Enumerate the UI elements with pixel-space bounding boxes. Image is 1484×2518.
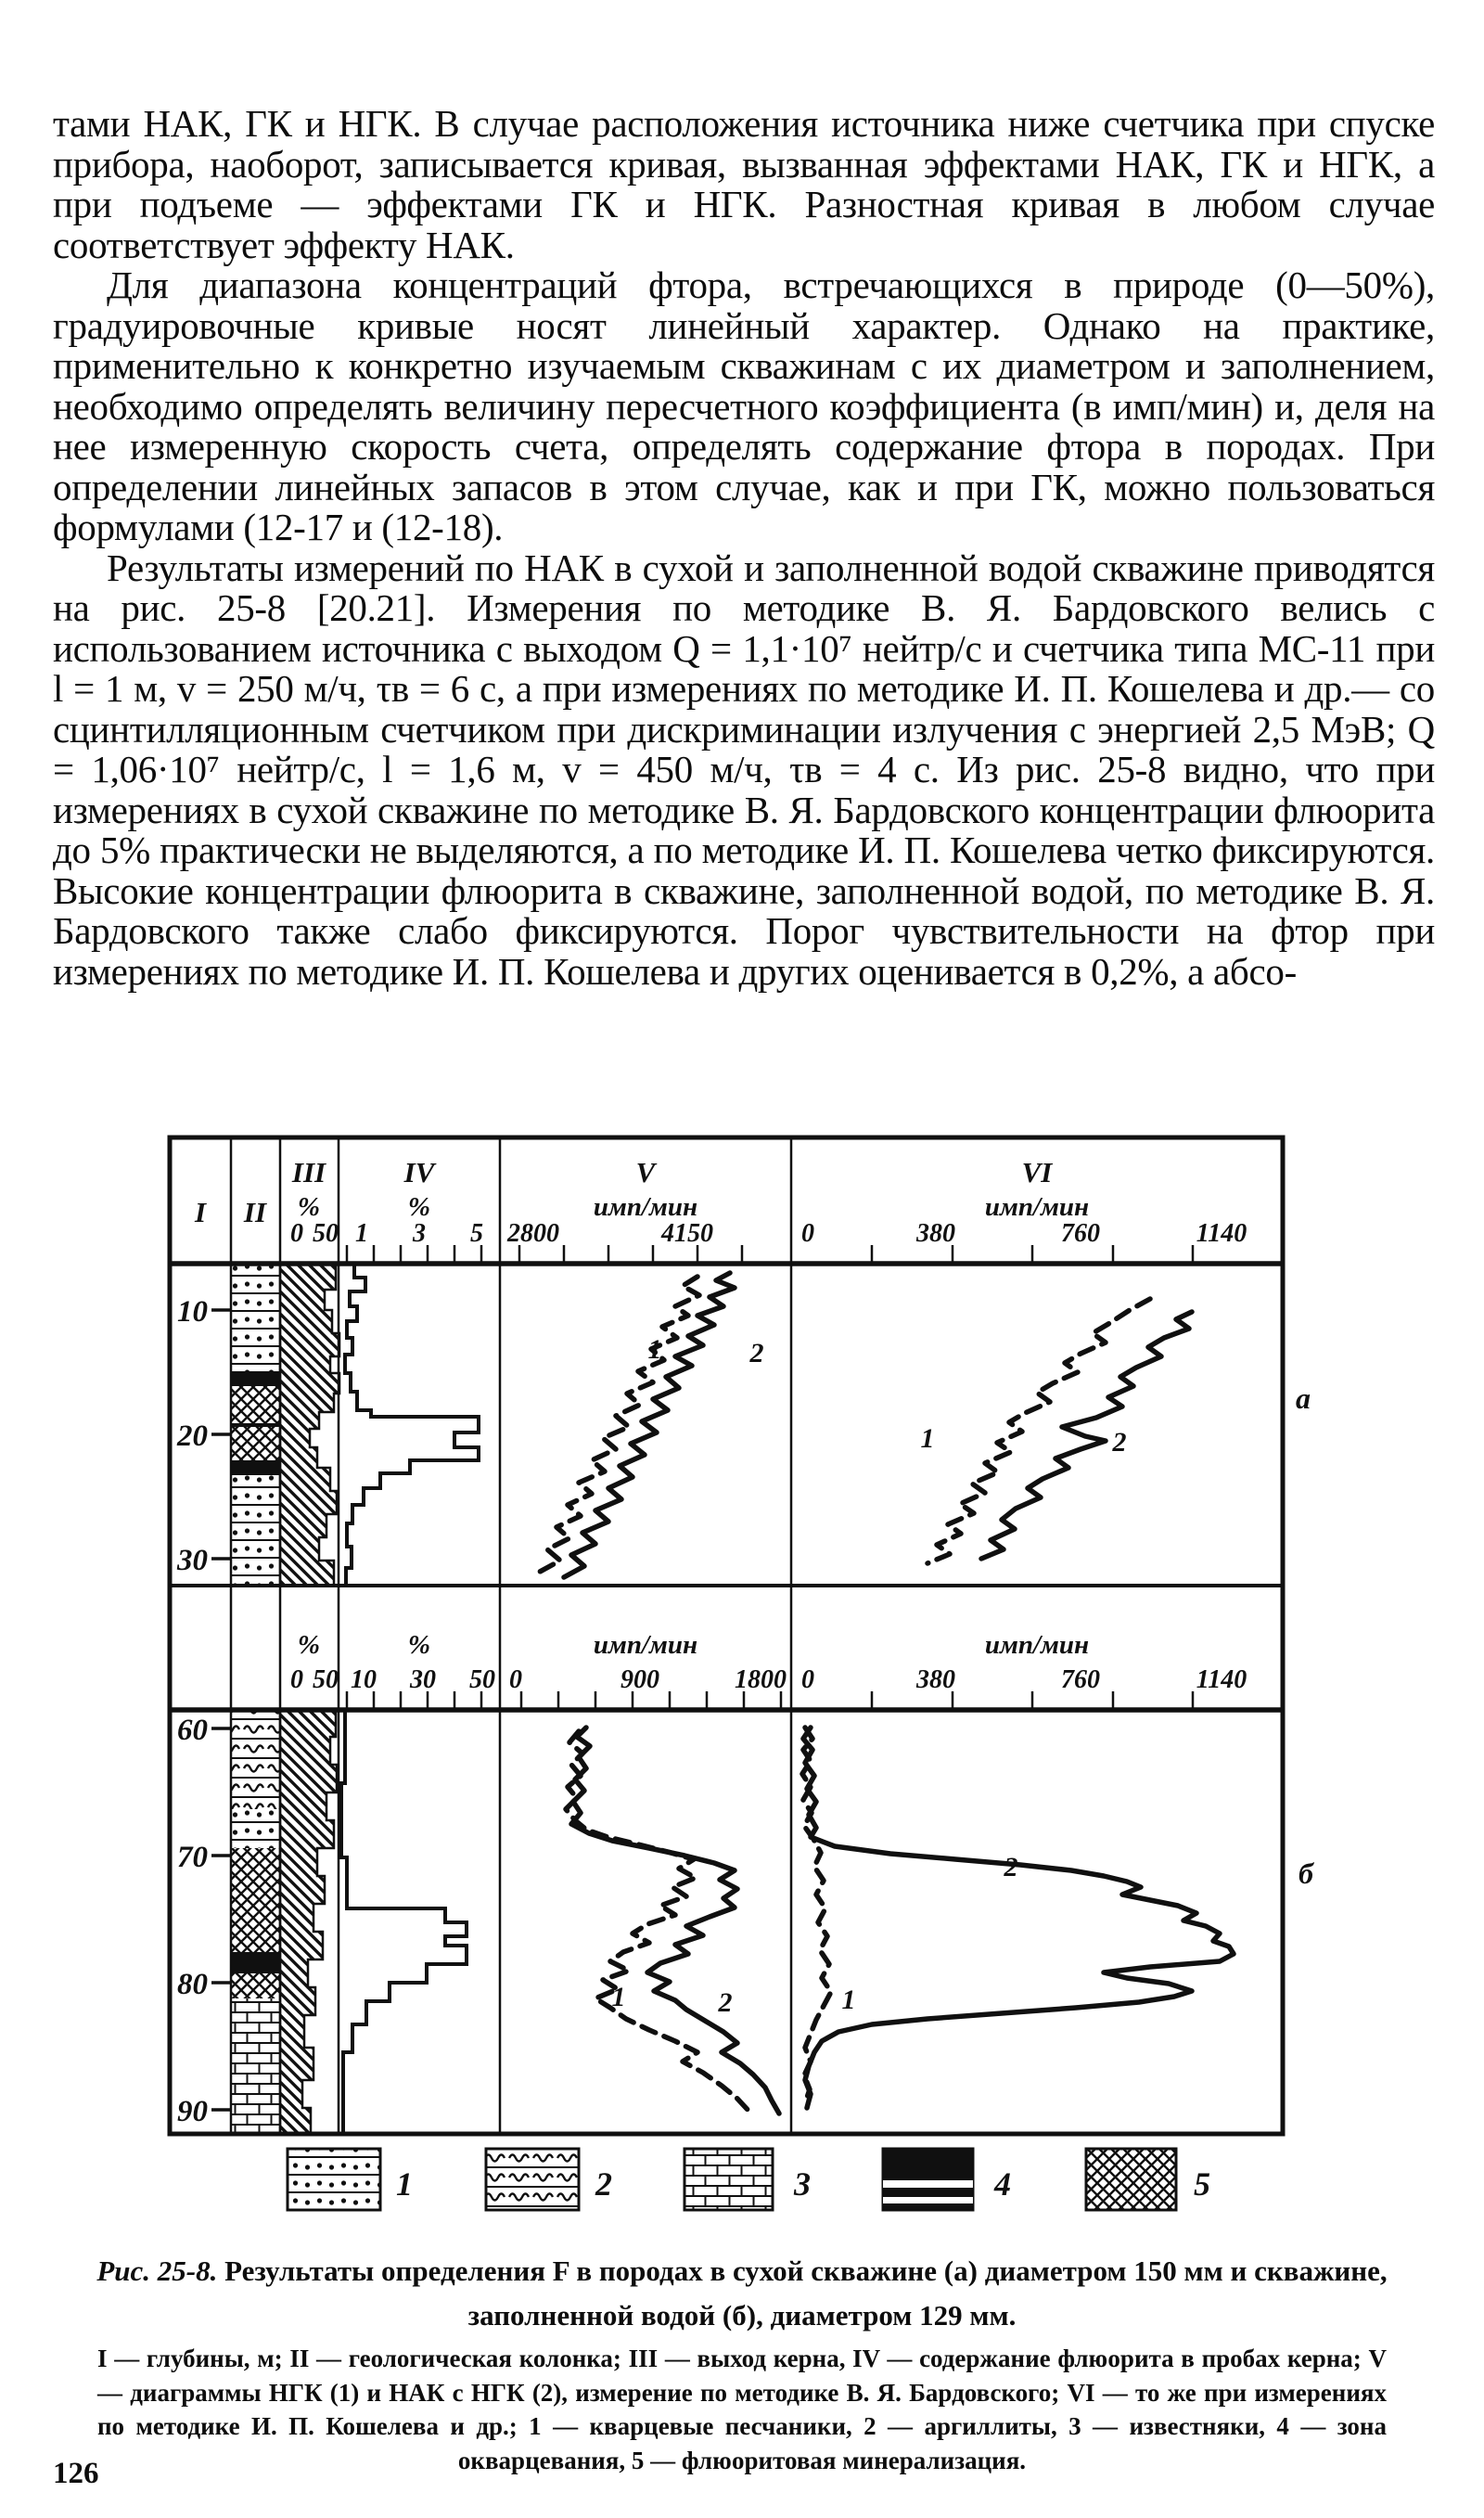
col-title-vi: VI	[1021, 1156, 1053, 1188]
geology-band-solid	[231, 1952, 280, 1973]
scale-num: 760	[1061, 1219, 1100, 1248]
curve-label-1: 1	[841, 1985, 856, 2015]
curve-label-1: 1	[920, 1423, 935, 1454]
scale-num: 380	[916, 1665, 955, 1694]
paragraph: Для диапазона концентраций фтора, встречающихся в природе (0—50%), градуировочные кривые носят линейный характер. Однако на практике, применительно к конкретно изучаемым скважинам с их диаметром и заполнением, необходимо определять величину пересчетного коэффициента (в имп/мин) и, деля на нее измеренную скорость счета, определять содержание фтора в породах. При определении линейных запасов в этом случае, как и при ГК, можно пользоваться формулами (12-17 и (12-18).	[53, 263, 1435, 548]
curve-label-1: 1	[647, 1334, 662, 1365]
figure-caption-title: Результаты определения F в породах в сухой скважине (а) диаметром 150 мм и скважине, заполненной водой (б), диаметром 129 мм.	[217, 2255, 1388, 2332]
legend-num: 4	[994, 2165, 1011, 2203]
depth-label: 70	[177, 1841, 208, 1874]
body-text	[53, 104, 1435, 992]
core-yield-a	[280, 1264, 339, 1586]
ngk-1-a-v	[540, 1277, 699, 1572]
scale-ticks-top	[347, 1245, 1193, 1264]
page-number: 126	[53, 2457, 99, 2490]
scale-num: 0	[801, 1665, 814, 1694]
unit-v: имп/мин	[593, 1630, 698, 1660]
log-curves	[280, 1264, 1234, 2134]
geology-band-xhatch	[231, 1386, 280, 1423]
scale-num: 0	[801, 1219, 814, 1248]
unit-iv: %	[407, 1192, 431, 1222]
unit-vi: имп/мин	[984, 1630, 1090, 1660]
header-mid	[290, 1630, 1247, 1694]
curve-label-1: 1	[611, 1982, 626, 2012]
figure-caption-label: Рис. 25-8.	[96, 2255, 218, 2287]
scale-num: 10	[351, 1665, 377, 1694]
legend-num: 2	[595, 2165, 612, 2203]
nak-2-b-vi	[803, 1728, 1234, 2108]
legend-num: 1	[396, 2165, 413, 2203]
geological-column	[231, 1264, 280, 2134]
scale-num: 1	[355, 1219, 368, 1248]
well-log-chart	[0, 1134, 1484, 2229]
scale-ticks-mid	[347, 1691, 1193, 1710]
geology-band-xhatch	[231, 1427, 280, 1460]
scale-num: 0	[509, 1665, 522, 1694]
scale-num: 3	[413, 1219, 426, 1248]
geology-band-wavy	[231, 1710, 280, 1809]
scale-num: 0	[290, 1665, 303, 1694]
geology-band-dots	[231, 1264, 280, 1371]
legend-swatch-silicification	[883, 2149, 973, 2210]
depth-label: 10	[177, 1295, 208, 1329]
figure-legend	[288, 2149, 1210, 2210]
figure-caption-details: I — глубины, м; II — геологическая колонка; III — выход керна, IV — содержание флюорита в пробах керна; V — диаграммы НГК (1) и НАК с НГК (2), измерение по методике В. Я. Бардовского; VI — то же при измерениях по методике И. П. Кошелева и др.; 1 — кварцевые песчаники, 2 — аргиллиты, 3 — известняки, 4 — зона окварцевания, 5 — флюоритовая минерализация.	[97, 2345, 1387, 2474]
geology-band-solid	[231, 1423, 280, 1427]
unit-vi: имп/мин	[984, 1192, 1090, 1222]
figure-caption	[83, 2249, 1401, 2338]
scale-num: 380	[916, 1219, 955, 1248]
nak-2-a-v	[564, 1273, 735, 1577]
legend-swatch-limestone	[684, 2149, 773, 2210]
unit-v: имп/мин	[593, 1192, 698, 1222]
scale-num: 5	[470, 1219, 483, 1248]
curve-label-2: 2	[1004, 1852, 1018, 1882]
depth-label: 20	[177, 1420, 208, 1453]
nak-2-b-v	[571, 1728, 779, 2113]
geology-band-solid	[231, 1460, 280, 1475]
curve-label-2: 2	[718, 1987, 733, 2018]
geology-band-dots	[231, 1809, 280, 1848]
unit-iv: %	[407, 1630, 431, 1660]
legend-num: 5	[1194, 2165, 1210, 2203]
section-label-b: б	[1298, 1856, 1313, 1890]
depth-label: 90	[177, 2095, 208, 2128]
scale-num: 50	[313, 1219, 339, 1248]
col-title-i: I	[194, 1196, 207, 1228]
depth-label: 60	[177, 1714, 208, 1747]
col-title-iv: IV	[403, 1156, 435, 1188]
legend-num: 3	[794, 2165, 811, 2203]
scale-num: 2800	[507, 1219, 559, 1248]
legend-swatch-sandstone	[288, 2149, 380, 2210]
unit-iii: %	[297, 1630, 321, 1660]
unit-iii: %	[297, 1192, 321, 1222]
header-top	[194, 1156, 1247, 1248]
geology-band-brick	[231, 1998, 280, 2134]
geology-band-solid	[231, 1371, 280, 1386]
scale-num: 1140	[1196, 1219, 1247, 1248]
depth-label: 80	[177, 1968, 208, 2001]
scale-num: 50	[469, 1665, 495, 1694]
col-title-iii: III	[291, 1156, 326, 1188]
section-label-a: а	[1296, 1381, 1311, 1415]
paragraph: тами НАК, ГК и НГК. В случае расположения источника ниже счетчика при спуске прибора, наоборот, записывается кривая, вызванная эффектами НАК, ГК и НГК, а при подъеме — эффектами ГК и НГК. Разностная кривая в любом случае соответствует эффекту НАК.	[53, 102, 1435, 266]
scale-num: 0	[290, 1219, 303, 1248]
fluorite-content-a	[340, 1264, 479, 1586]
paragraph: Результаты измерений по НАК в сухой и заполненной водой скважине приводятся на рис. 25-8 [20.21]. Измерения по методике В. Я. Бардовского велись с использованием источника с выходом Q = 1,1·10⁷ нейтр/с и счетчика типа МС-11 при l = 1 м, v = 250 м/ч, τв = 6 с, а при измерениях по методике И. П. Кошелева и др.— со сцинтилляционным счетчиком при дискриминации излучения с энергией 2,5 МэВ; Q = 1,06·10⁷ нейтр/с, l = 1,6 м, v = 450 м/ч, τв = 4 с. Из рис. 25-8 видно, что при измерениях в сухой скважине по методике В. Я. Бардовского концентрации флюорита до 5% практически не выделяются, а по методике И. П. Кошелева четко фиксируются. Высокие концентрации флюорита в скважине, заполненной водой, по методике В. Я. Бардовского также слабо фиксируются. Порог чувствительности на фтор при измерениях по методике И. П. Кошелева и других оценивается в 0,2%, а абсо-	[53, 546, 1435, 993]
fluorite-content-b	[340, 1710, 467, 2134]
figure-25-8	[0, 1134, 1484, 2229]
scale-num: 30	[410, 1665, 436, 1694]
scale-num: 1140	[1196, 1665, 1247, 1694]
geology-band-xhatch	[231, 1848, 280, 1952]
scale-num: 4150	[661, 1219, 713, 1248]
curve-label-2: 2	[1112, 1427, 1127, 1458]
geology-band-xhatch	[231, 1973, 280, 1998]
legend-swatch-argillite	[486, 2149, 579, 2210]
scale-num: 760	[1061, 1665, 1100, 1694]
legend-swatch-fluorite	[1086, 2149, 1176, 2210]
geology-band-dots	[231, 1475, 280, 1586]
scale-num: 900	[620, 1665, 659, 1694]
curve-label-2: 2	[749, 1338, 764, 1368]
col-title-ii: II	[243, 1196, 267, 1228]
scale-num: 1800	[735, 1665, 787, 1694]
depth-label: 30	[177, 1544, 208, 1577]
col-title-v: V	[635, 1156, 656, 1188]
core-yield-b	[280, 1710, 337, 2134]
scale-num: 50	[313, 1665, 339, 1694]
